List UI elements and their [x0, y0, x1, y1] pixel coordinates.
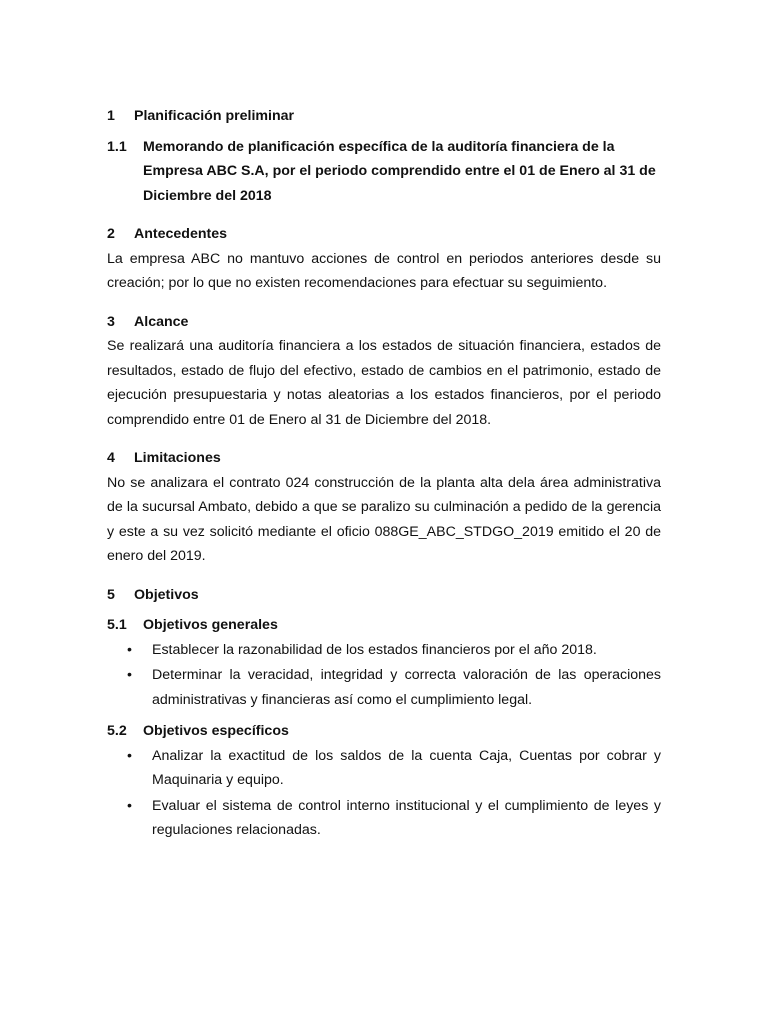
bullet: • — [127, 641, 132, 658]
section-title: Alcance — [134, 313, 189, 330]
section-title: Planificación preliminar — [134, 108, 295, 124]
list-item-text: Determinar la veracidad, integridad y correcta valoración de las operaciones administrativas y financieras así como el cumplimiento legal. — [152, 667, 661, 708]
section-1-1-heading — [107, 135, 661, 209]
list-item-text: Evaluar el sistema de control interno institucional y el cumplimiento de leyes y regulaciones relacionadas. — [152, 797, 661, 838]
section-title: Limitaciones — [134, 450, 221, 466]
section-title: Objetivos generales — [143, 617, 278, 633]
list-item-text: Analizar la exactitud de los saldos de la cuenta Caja, Cuentas por cobrar y Maquinaria y equipo. — [152, 747, 661, 788]
section-title: Objetivos específicos — [143, 723, 289, 739]
list-item-text: Establecer la razonabilidad de los estados financieros por el año 2018. — [152, 641, 597, 658]
specific-objectives-list — [107, 744, 661, 843]
section-number: 5 — [107, 586, 115, 603]
section-number: 3 — [107, 313, 115, 330]
list-item — [107, 744, 661, 793]
section-4-body: No se analizara el contrato 024 construcción de la planta alta dela área administrativa de la sucursal Ambato, debido a que se paralizo su culminación a pedido de la gerencia y este a su vez solicitó mediante el oficio 088GE_ABC_STDGO_2019 emitido el 20 de enero del 2019. — [107, 474, 661, 564]
bullet: • — [127, 797, 132, 814]
section-number: 1.1 — [107, 138, 127, 155]
section-number: 4 — [107, 450, 115, 466]
section-title: Memorando de planificación específica de la auditoría financiera de la Empresa ABC S.A, por el periodo comprendido entre el 01 de Enero al 31 de Diciembre del 2018 — [143, 138, 656, 204]
section-4-heading — [107, 446, 661, 471]
list-item — [107, 638, 661, 663]
section-number: 1 — [107, 108, 115, 124]
section-5-1-heading — [107, 613, 661, 638]
section-3-heading — [107, 310, 661, 335]
section-title: Antecedentes — [134, 226, 228, 242]
general-objectives-list — [107, 638, 661, 713]
section-3-body: Se realizará una auditoría financiera a los estados de situación financiera, estados de resultados, estado de flujo del efectivo, estado de cambios en el patrimonio, estado de ejecución presupuestaria y notas aleatorias a los estados financieros, por el periodo comprendido entre 01 de Enero al 31 de Diciembre del 2018. — [107, 338, 661, 428]
section-number: 5.1 — [107, 617, 127, 633]
section-2-body: La empresa ABC no mantuvo acciones de control en periodos anteriores desde su creación; por lo que no existen recomendaciones para efectuar su seguimiento. — [107, 250, 661, 291]
list-item — [107, 794, 661, 843]
section-number: 5.2 — [107, 723, 127, 739]
bullet: • — [127, 667, 132, 683]
section-number: 2 — [107, 226, 115, 242]
list-item — [107, 663, 661, 712]
section-1-heading — [107, 104, 661, 129]
document-page — [107, 104, 661, 844]
section-title: Objetivos — [134, 586, 199, 603]
section-5-heading — [107, 583, 661, 608]
section-5-2-heading — [107, 719, 661, 744]
bullet: • — [127, 747, 132, 764]
section-2-heading — [107, 222, 661, 247]
